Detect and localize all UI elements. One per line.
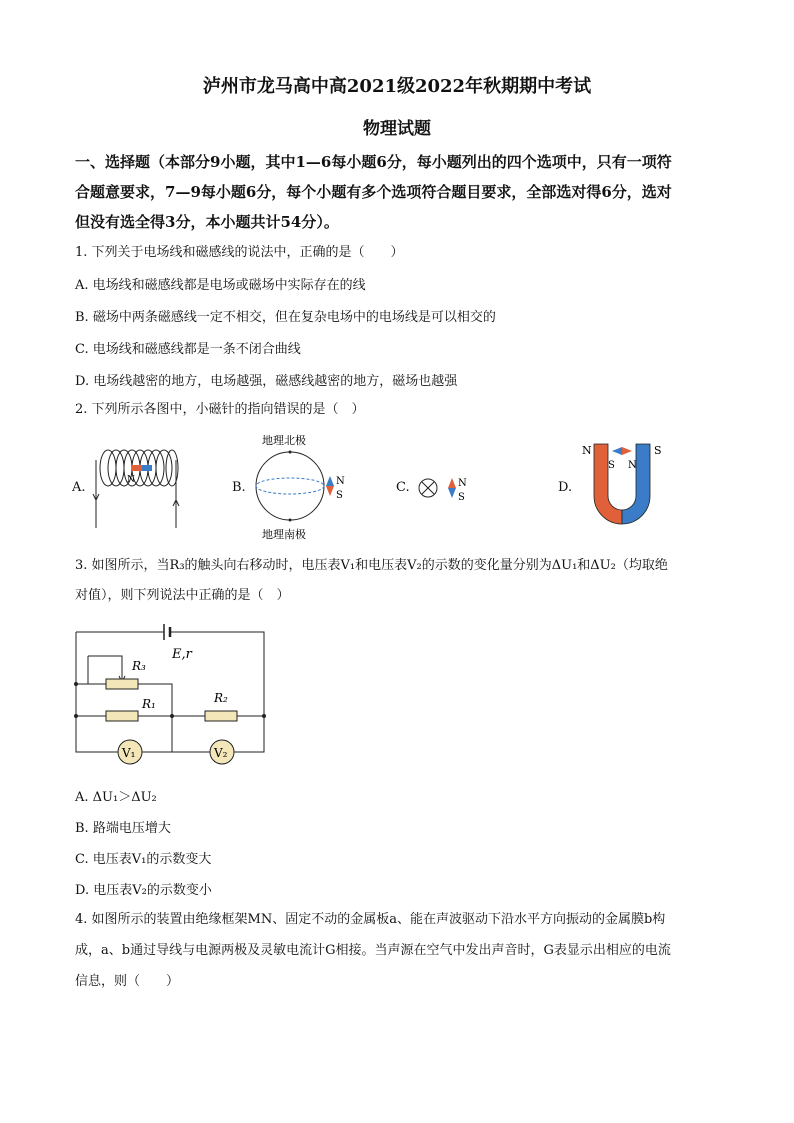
section-heading-line1: 一、选择题（本部分9小题，其中1—6每小题6分，每小题列出的四个选项中，只有一项符 [75,153,672,171]
emf-label: E,r [172,647,192,662]
v2-label: V₂ [214,746,228,760]
earth-needle-s: S [336,490,343,501]
r3-label: R₃ [132,659,146,673]
q3-option-b: B. 路端电压增大 [75,821,171,836]
q2-label-c: C. [396,480,410,495]
solenoid-figure [88,440,188,532]
solenoid-n-label: N [127,475,135,485]
q3-stem-line2: 对值），则下列说法中正确的是（ ） [75,588,290,603]
earth-figure [250,430,360,542]
q1-option-d: D. 电场线越密的地方，电场越强，磁感线越密的地方，磁场也越强 [75,374,458,389]
q4-line3: 信息，则（ ） [75,974,180,989]
q4-line2: 成，a、b通过导线与电源两极及灵敏电流计G相接。当声源在空气中发出声音时，G表显示出相应的电流 [75,943,671,958]
magnet-s-label: S [654,444,662,457]
page-title: 泸州市龙马高中高2021级2022年秋期期中考试 [202,76,592,97]
wire-needle-n: N [458,478,467,489]
v1-label: V₁ [122,746,136,760]
q1-stem: 1. 下列关于电场线和磁感线的说法中，正确的是（ ） [75,245,404,260]
geographic-south-label: 地理南极 [262,528,306,541]
q2-label-a: A. [72,480,86,495]
magnet-needle-n: N [628,460,637,471]
magnet-needle-s: S [608,460,615,471]
current-wire-figure [414,470,474,506]
earth-needle-n: N [336,476,345,487]
q2-label-d: D. [558,480,573,495]
r1-label: R₁ [142,697,156,711]
q1-option-a: A. 电场线和磁感线都是电场或磁场中实际存在的线 [75,278,366,293]
q3-circuit-diagram [70,618,270,770]
q3-stem-line1: 3. 如图所示，当R₃的触头向右移动时，电压表V₁和电压表V₂的示数的变化量分别为ΔU₁和ΔU₂（均取绝 [75,558,668,573]
wire-needle-s: S [458,492,465,503]
q2-stem: 2. 下列所示各图中，小磁针的指向错误的是（ ） [75,402,365,417]
section-heading-line3: 但没有选全得3分，本小题共计54分）。 [75,213,339,231]
magnet-n-label: N [582,444,592,457]
q1-option-b: B. 磁场中两条磁感线一定不相交，但在复杂电场中的电场线是可以相交的 [75,310,496,325]
q3-option-d: D. 电压表V₂的示数变小 [75,883,212,898]
q3-option-a: A. ΔU₁＞ΔU₂ [75,790,157,805]
r2-label: R₂ [214,691,228,705]
q1-option-c: C. 电场线和磁感线都是一条不闭合曲线 [75,342,301,357]
q3-option-c: C. 电压表V₁的示数变大 [75,852,212,867]
page-subtitle: 物理试题 [363,119,431,139]
q4-line1: 4. 如图所示的装置由绝缘框架MN、固定不动的金属板a、能在声波驱动下沿水平方向振动的金属膜b构 [75,912,666,927]
geographic-north-label: 地理北极 [262,434,306,447]
section-heading-line2: 合题意要求，7—9每小题6分，每个小题有多个选项符合题目要求，全部选对得6分，选对 [75,183,672,201]
q2-label-b: B. [232,480,246,495]
u-magnet-figure [578,438,668,534]
